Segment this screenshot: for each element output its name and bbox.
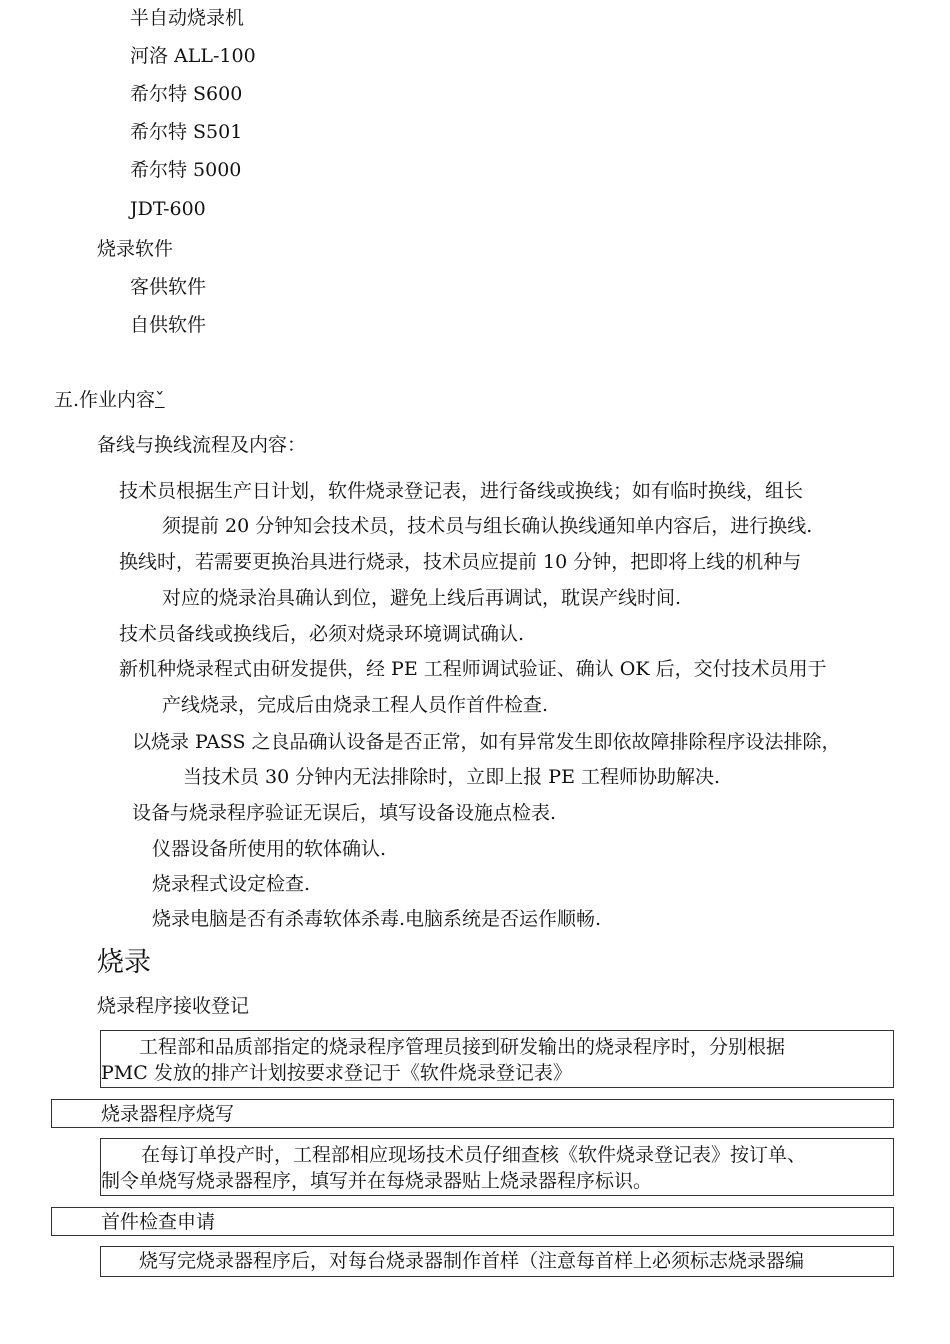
box-line: PMC 发放的排产计划按要求登记于《软件烧录登记表》 [101,1062,572,1084]
content-line: 以烧录 PASS 之良品确认设备是否正常，如有异常发生即依故障排除程序设法排除， [132,731,841,753]
software-item: 自供软件 [130,314,207,336]
step-box-receive [100,1030,894,1088]
content-line: 当技术员 30 分钟内无法排除时，立即上报 PE 工程师协助解决. [183,766,721,788]
step-box-write [100,1138,894,1196]
step-title-box [51,1099,894,1128]
content-line: 烧录电脑是否有杀毒软体杀毒.电脑系统是否运作顺畅. [152,908,602,930]
content-line: 烧录程式设定检查. [152,873,311,895]
burner-model-item: 希尔特 S600 [130,83,243,105]
box-line: 工程部和品质部指定的烧录程序管理员接到研发输出的烧录程序时，分别根据 [139,1036,786,1058]
burner-model-item: 半自动烧录机 [130,7,245,29]
content-line: 换线时，若需要更换治具进行烧录，技术员应提前 10 分钟，把即将上线的机种与 [119,551,802,573]
edit-mark: ˇ [155,389,165,411]
step-title: 烧录器程序烧写 [101,1103,235,1125]
burner-model-item: JDT-600 [130,198,206,220]
box-line: 制令单烧写烧录器程序，填写并在每烧录器贴上烧录器程序标识。 [101,1170,653,1192]
software-item: 客供软件 [130,276,207,298]
burner-model-item: 希尔特 S501 [130,121,243,143]
section-title-text: 五.作业内容 [54,389,156,411]
software-heading: 烧录软件 [97,238,174,260]
burn-subheading: 烧录程序接收登记 [97,995,250,1017]
burn-heading: 烧录 [97,947,151,978]
step-title: 首件检查申请 [101,1211,216,1233]
burner-model-item: 希尔特 5000 [130,159,242,181]
step-title-box [51,1207,894,1236]
box-line: 烧写完烧录器程序后，对每台烧录器制作首样（注意每首样上必须标志烧录器编 [139,1250,805,1272]
content-line: 设备与烧录程序验证无误后，填写设备设施点检表. [132,802,557,824]
content-line: 产线烧录，完成后由烧录工程人员作首件检查. [162,694,549,716]
step-box-first-article [100,1246,894,1277]
content-line: 技术员备线或换线后，必须对烧录环境调试确认. [119,623,525,645]
burner-model-item: 河洛 ALL-100 [130,45,256,67]
content-line: 对应的烧录治具确认到位，避免上线后再调试，耽误产线时间. [162,587,682,609]
content-line: 技术员根据生产日计划，软件烧录登记表，进行备线或换线；如有临时换线，组长 [119,480,804,502]
section-title [54,391,165,410]
section-subtitle: 备线与换线流程及内容： [97,434,307,456]
content-line: 须提前 20 分钟知会技术员，技术员与组长确认换线通知单内容后，进行换线. [162,515,813,537]
content-line: 仪器设备所使用的软体确认. [152,838,387,860]
content-line: 新机种烧录程式由研发提供，经 PE 工程师调试验证、确认 OK 后，交付技术员用于 [119,658,827,680]
box-line: 在每订单投产时，工程部相应现场技术员仔细查核《软件烧录登记表》按订单、 [141,1144,807,1166]
